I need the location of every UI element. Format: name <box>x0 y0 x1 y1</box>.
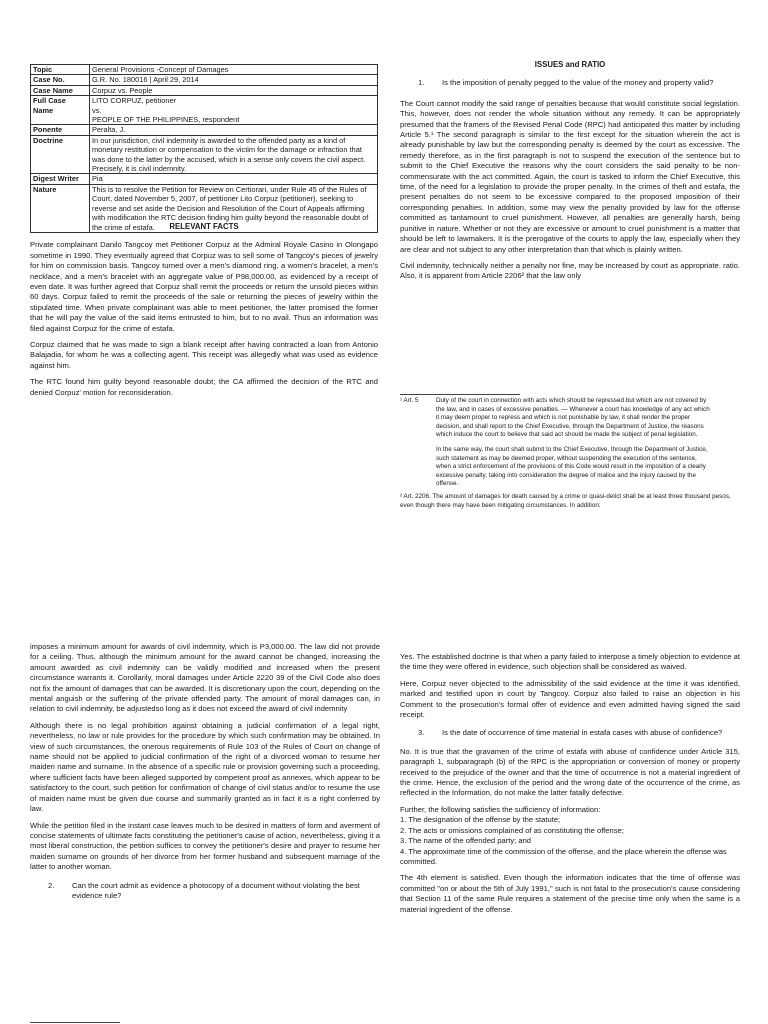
issue-3 <box>400 728 740 738</box>
body-paragraph: Yes. The established doctrine is that when a party failed to interpose a timely objection to evidence at the time they were offered in evidence, such objection shall be considered as waived. <box>400 652 740 672</box>
petitioner-line: LITO CORPUZ, petitioner <box>92 96 177 106</box>
issues-ratio-heading: ISSUES and RATIO <box>534 60 606 69</box>
facts-paragraph: The RTC found him guilty beyond reasonable doubt; the CA affirmed the decision of the RTC and denied Corpuz' motion for reconsideration. <box>30 377 378 397</box>
list-item: 2. The acts or omissions complained of as constituting the offense; <box>400 825 624 835</box>
issue-2 <box>30 881 380 902</box>
list-item: 4. The approximate time of the commission of the offense, and the place wherein the offense was committed. <box>400 846 727 866</box>
footnote-divider <box>30 1022 120 1023</box>
footnote-1-text-continued: In the same way, the court shall submit to the Chief Executive, through the Department of Justice, such statement as may be deemed proper, without suspending the execution of the sentence, when a strict enforcement of the provisions of this Code would result in the imposition of a clearly excessive penalty, taking into consideration the degree of malice and the injury caused by the offense. <box>436 445 708 488</box>
table-row <box>31 75 378 85</box>
facts-paragraph: Private complainant Danilo Tangcoy met Petitioner Corpuz at the Admiral Royale Casino in Olongapo sometime in 1990. They eventually agreed that Corpuz was to sell some of Tangcoy's pieces of jewelry for him on commission basis. Tangcoy turned over a men's diamond ring, a women's bracelet, a men's necklace, and a men's bracelet with an aggregate value of P98,000.00, as evidenced by a receipt of even date. It was further agreed that Corpuz shall remit the proceeds or return the unsold pieces within 60 days. Corpuz failed to remit the proceeds of the sale or returning the pieces of jewelry within the stipulated time. When private complainant was able to meet petitioner, the latter promised the former that he will pay the value of the said items entrusted to him, but to no avail. Thus an information was filed against Corpuz for the crime of estafa. <box>30 240 378 333</box>
row-value-full-case-name <box>90 96 378 125</box>
document-page-2 <box>0 512 768 1024</box>
row-label-case-name: Case Name <box>31 85 90 95</box>
body-paragraph: The 4th element is satisfied. Even though the information indicates that the time of offense was committed "on or about the 5th of July 1991," such is not fatal to the prosecution's cause considering that Section 11 of the same Rule requires a statement of the precise time only when the same is a material ingredient of the offense. <box>400 873 740 914</box>
table-row <box>31 135 378 174</box>
row-label-doctrine: Doctrine <box>31 135 90 174</box>
footnote-1 <box>400 397 740 440</box>
row-value-ponente: Peralta, J. <box>90 125 378 135</box>
case-digest-table <box>30 64 378 233</box>
table-row <box>31 174 378 184</box>
table-row <box>31 85 378 95</box>
body-paragraph: Here, Corpuz never objected to the admissibility of the said evidence at the time it was identified, marked and testified upon in court by Tangcoy. Corpuz also failed to raise an objection in his Comment to the prosecution's formal offer of evidence and even admitted having signed the said receipt. <box>400 678 740 720</box>
list-item: 1. The designation of the offense by the statute; <box>400 815 561 825</box>
footnotes <box>400 397 740 512</box>
ratio-paragraph: Civil indemnity, technically neither a penalty nor fine, may be increased by court as appropriate. ratio. Also, it is apparent from Article 2206² that the law only <box>400 260 740 281</box>
issue-number: 2. <box>48 880 55 890</box>
row-label-topic: Topic <box>31 65 90 75</box>
row-value-case-no: G.R. No. 180016 | April 29, 2014 <box>90 75 378 85</box>
versus-line: vs. <box>92 105 102 115</box>
row-value-topic: General Provisions -Concept of Damages <box>90 65 378 75</box>
table-row <box>31 65 378 75</box>
issue-number: 3. <box>418 728 425 738</box>
row-label-digest-writer: Digest Writer <box>31 174 90 184</box>
respondent-line: PEOPLE OF THE PHILIPPINES, respondent <box>92 115 240 125</box>
list-intro: Further, the following satisfies the sufficiency of information: <box>400 804 601 814</box>
body-paragraph: Although there is no legal prohibition against obtaining a judicial confirmation of a legal right, nevertheless, no law or rule provides for the procedure by which such confirmation may be obtained. In view of such circumstances, the onerous requirements of Rule 103 of the Rules of Court on change of name should not be applied to judicial confirmation of the right of a divorced woman to resume her maiden name and surname. In the absence of a specific rule or provision governing such a proceeding, where sufficient facts have been alleged supported by competent proof as annexes, which appear to be satisfactory to the court, such petition for confirmation of change of civil status and/or to resume the use of maiden name must be given due course and summarily granted as in fact it is a right conferred by law. <box>30 720 380 814</box>
row-label-full-case-name: Full Case Name <box>31 96 90 125</box>
body-paragraph: While the petition filed in the instant case leaves much to be desired in matters of form and averment of concise statements of ultimate facts constituting the petitioner's cause of action, nevertheless, giving it a most liberal construction, the petition suffices to convey the petitioner's desire and prayer to resume her maiden surname on grounds of her divorce from her former husband and subsequent marriage of the latter to another woman. <box>30 820 380 872</box>
row-label-case-no: Case No. <box>31 75 90 85</box>
sufficiency-list <box>400 805 740 867</box>
row-value-nature: This is to resolve the Petition for Review on Certiorari, under Rule 45 of the Rules of Court, dated November 5, 2007, of petitioner Lito Corpuz (petitioner), seeking to reverse and set aside the Decision and Resolution of the Court of Appeals affirming with modification the RTC decision finding him guilty beyond the reasonable doubt of the crime of estafa. <box>90 184 378 232</box>
row-value-case-name: Corpuz vs. People <box>90 85 378 95</box>
table-row <box>31 125 378 135</box>
relevant-facts-heading: RELEVANT FACTS <box>169 222 239 231</box>
facts-column <box>30 222 378 404</box>
footnote-1-text: Duty of the court in connection with acts which should be repressed but which are not covered by the law, and in cases of excessive penalties. — Whenever a court has knowledge of any act which it may deem proper to repress and which is not punishable by law, it shall render the proper decision, and shall report to the Chief Executive, through the Department of Justice, the reasons which induce the court to believe that said act should be made the subject of penal legislation. <box>436 397 710 439</box>
row-label-nature: Nature <box>31 184 90 232</box>
footnote-2: ² Art. 2206. The amount of damages for death caused by a crime or quasi-delict shall be at least three thousand pesos, even though there may have been mitigating circumstances. In addition: <box>400 492 731 509</box>
issue-number: 1. <box>418 78 425 88</box>
facts-paragraph: Corpuz claimed that he was made to sign a blank receipt after having contracted a loan from Antonio Balajadia, for whom he was a collecting agent. This receipt was allegedly what was used as evidence against him. <box>30 340 378 370</box>
issue-text: Is the imposition of penalty pegged to the value of the money and property valid? <box>442 78 714 88</box>
ratio-paragraph: The Court cannot modify the said range of penalties because that would constitute social legislation. This, however, does not render the whole situation without any remedy. It can be appropriately presumed that the framers of the Revised Penal Code (RPC) had anticipated this matter by including Article 5.¹ The second paragraph is similar to the first except for the situation wherein the act is already punishable by law but the corresponding penalty is deemed by the court as excessive. The remedy therefore, as in the first paragraph is not to suspend the execution of the sentence but to submit to the Chief Executive the reasons why the court considers the said penalty to be non-commensurate with the act committed. Again, the court is tasked to inform the Chief Executive, this time, of the need for a legislation to provide the proper penalty. In the crimes of theft and estafa, the present penalties do not seem to be excessive compared to the proposed imposition of their corresponding penalties. In addition, some may view the penalty provided by law for the offense committed as tantamount to cruel punishment. However, all penalties are generally harsh, being punitive in nature. Whether or not they are excessive or amount to cruel punishment is a matter that should be left to lawmakers. It is the prerogative of the courts to apply the law, especially when they are clear and not subject to any other interpretation than that which is plainly written. <box>400 98 740 254</box>
body-paragraph: imposes a minimum amount for awards of civil indemnity, which is P3,000.00. The law did not provide for a ceiling. Thus, although the minimum amount for the award cannot be changed, increasing the amount awarded as civil indemnity can be validly modified and increased when the present circumstance warrants it. Corollarily, moral damages under Article 2220 39 of the Civil Code also does not fix the amount of damages that can be awarded. It is discretionary upon the court, depending on the mental anguish or the suffering of the private offended party. The amount of moral damages can, in relation to civil indemnity, be adjustedso long as it does not exceed the award of civil indemnity <box>30 642 380 714</box>
list-item: 3. The name of the offended party; and <box>400 836 532 846</box>
row-label-ponente: Ponente <box>31 125 90 135</box>
body-paragraph: No. It is true that the gravamen of the crime of estafa with abuse of confidence under Article 315, paragraph 1, subparagraph (b) of the RPC is the appropriation or conversion of money or property received to the prejudice of the owner and that the time of occurrence is not a material ingredient of the crime. Hence, the exclusion of the period and the wrong date of the occurrence of the crime, as reflected in the Information, do not make the latter fatally defective. <box>400 746 740 798</box>
right-column <box>400 652 740 921</box>
table-row <box>31 96 378 125</box>
row-value-doctrine: In our jurisdiction, civil indemnity is awarded to the offended party as a kind of monetary restitution or compensation to the victim for the damage or infraction that was done to the latter by the accused, which in a sense only covers the civil aspect. Precisely, it is civil indemnity. <box>90 135 378 174</box>
left-column <box>30 642 380 909</box>
row-value-digest-writer: Pia <box>90 174 378 184</box>
footnote-1-label: ¹ Art. 5 <box>400 397 419 404</box>
issue-text: Is the date of occurrence of time material in estafa cases with abuse of confidence? <box>442 728 723 738</box>
issue-text: Can the court admit as evidence a photocopy of a document without violating the best evidence rule? <box>72 880 360 900</box>
footnote-divider <box>400 394 520 395</box>
issues-column <box>400 60 740 288</box>
issue-1 <box>400 78 740 88</box>
